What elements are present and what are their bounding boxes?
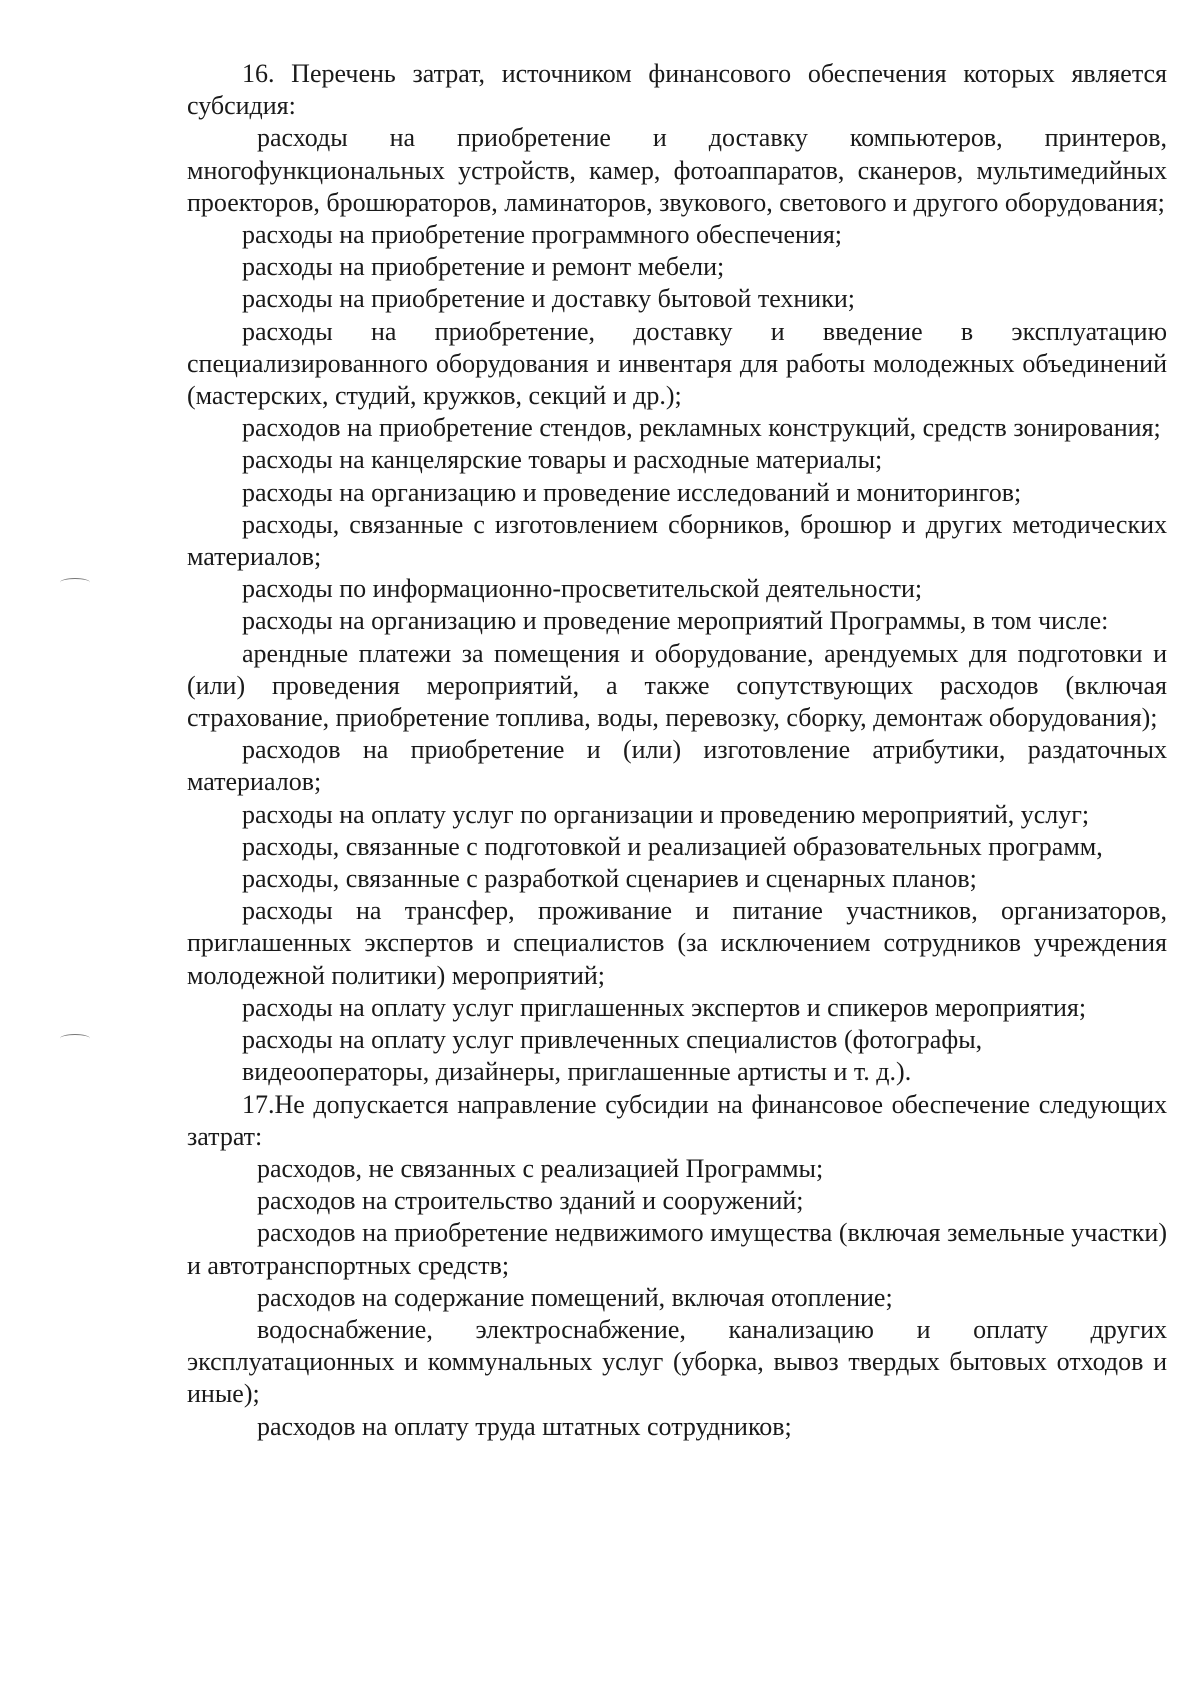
item-construction: расходов на строительство зданий и сооружений; — [257, 1186, 804, 1216]
item-maintenance: расходов на содержание помещений, включая отопление; — [257, 1282, 893, 1312]
item-experts: расходы на оплату услуг приглашенных экспертов и спикеров мероприятия; — [242, 992, 1087, 1022]
item-transfer: расходы на трансфер, проживание и питание участников, организаторов, приглашенных экспертов и специалистов (за исключением сотрудников учреждения молодежной политики) мероприятий; — [187, 896, 1167, 990]
item-computers: расходы на приобретение и доставку компьютеров, принтеров, многофункциональных устройств, камер, фотоаппаратов, сканеров, мультимедийных проекторов, брошюраторов, ламинаторов, звукового, светового и другого оборудования; — [187, 123, 1167, 217]
item-software: расходы на приобретение программного обеспечения; — [242, 220, 843, 250]
document-page — [187, 58, 1167, 1443]
item-rent: арендные платежи за помещения и оборудование, арендуемых для подготовки и (или) проведения мероприятий, а также сопутствующих расходов (включая страхование, приобретение топлива, воды, перевозку, сборку, демонтаж оборудования); — [187, 638, 1167, 733]
item-events: расходы на организацию и проведение мероприятий Программы, в том числе: — [242, 606, 1109, 636]
item-utilities: водоснабжение, электроснабжение, канализацию и оплату других эксплуатационных и коммунальных услуг (уборка, вывоз твердых бытовых отходов и иные); — [187, 1314, 1167, 1409]
scan-artifact-mark — [60, 578, 90, 587]
paragraph-16: 16. Перечень затрат, источником финансового обеспечения которых является субсидия: — [187, 59, 1167, 121]
paragraph-17: 17.Не допускается направление субсидии на финансовое обеспечение следующих затрат: — [187, 1089, 1167, 1151]
item-real-estate: расходов на приобретение недвижимого имущества (включая земельные участки) и автотранспортных средств; — [187, 1218, 1167, 1280]
item-education: расходы, связанные с подготовкой и реализацией образовательных программ, — [242, 831, 1103, 861]
item-event-services: расходы на оплату услуг по организации и проведению мероприятий, услуг; — [242, 799, 1090, 829]
item-publications: расходы, связанные с изготовлением сборников, брошюр и других методических материалов; — [187, 509, 1167, 572]
item-specialists: расходы на оплату услуг привлеченных специалистов (фотографы, — [242, 1025, 983, 1055]
item-scenarios: расходы, связанные с разработкой сценариев и сценарных планов; — [242, 864, 977, 894]
item-furniture: расходы на приобретение и ремонт мебели; — [242, 252, 725, 282]
item-stationery: расходы на канцелярские товары и расходные материалы; — [242, 445, 883, 475]
item-attributes: расходов на приобретение и (или) изготовление атрибутики, раздаточных материалов; — [187, 735, 1167, 797]
item-salaries: расходов на оплату труда штатных сотрудников; — [257, 1411, 792, 1441]
item-info-activity: расходы по информационно-просветительской деятельности; — [242, 574, 923, 604]
item-specialists-continued: видеооператоры, дизайнеры, приглашенные артисты и т. д.). — [242, 1057, 912, 1087]
item-specialized-equipment: расходы на приобретение, доставку и введение в эксплуатацию специализированного оборудования и инвентаря для работы молодежных объединений (мастерских, студий, кружков, секций и др.); — [187, 316, 1167, 411]
item-appliances: расходы на приобретение и доставку бытовой техники; — [242, 284, 855, 314]
item-stands: расходов на приобретение стендов, рекламных конструкций, средств зонирования; — [242, 413, 1161, 443]
scan-artifact-mark — [60, 1034, 90, 1043]
item-research: расходы на организацию и проведение исследований и мониторингов; — [242, 477, 1022, 507]
item-unrelated: расходов, не связанных с реализацией Программы; — [257, 1153, 824, 1183]
